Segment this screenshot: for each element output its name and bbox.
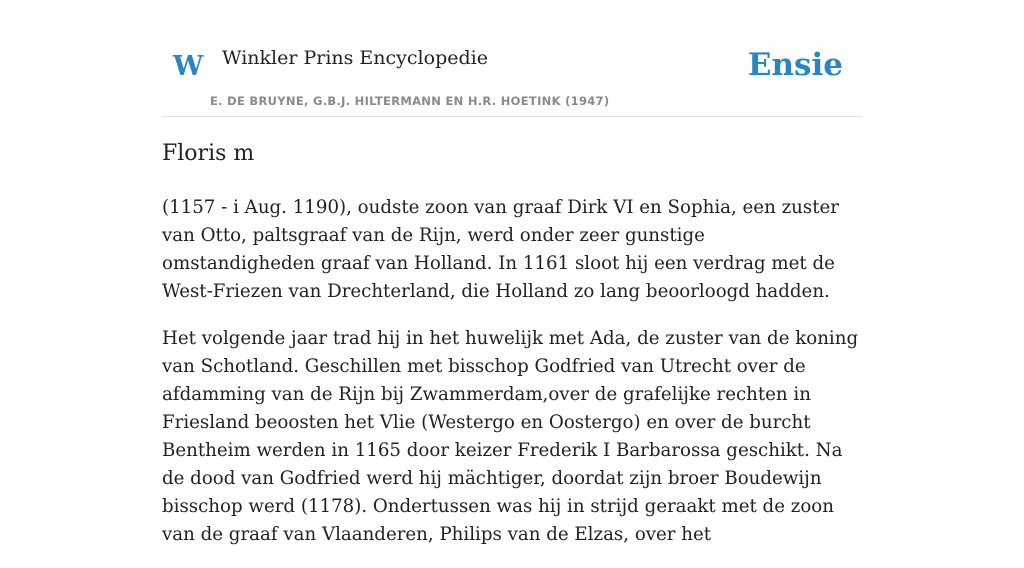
ensie-logo-link[interactable]: Ensie [747, 47, 843, 83]
winkler-prins-logo-icon[interactable]: W [173, 51, 204, 82]
site-title[interactable]: Winkler Prins Encyclopedie [222, 47, 488, 69]
site-header [162, 0, 862, 117]
authors-line: E. DE BRUYNE, G.B.J. HILTERMANN EN H.R. HOETINK (1947) [210, 94, 610, 108]
article-title: Floris m [162, 141, 255, 166]
article-body [162, 138, 862, 568]
article-paragraph-2: Het volgende jaar trad hij in het huwelijk met Ada, de zuster van de koning van Schotland. Geschillen met bisschop Godfried van Utrecht over de afdamming van de Rijn bij Zwammerdam,over de grafelijke rechten in Friesland beoosten het Vlie (Westergo en Oostergo) en over de burcht Bentheim werden in 1165 door keizer Frederik I Barbarossa geschikt. Na de dood van Godfried werd hij mächtiger, doordat zijn broer Boudewijn bisschop werd (1178). Ondertussen was hij in strijd geraakt met de zoon van de graaf van Vlaanderen, Philips van de Elzas, over het [162, 328, 859, 545]
article-paragraph-1: (1157 - i Aug. 1190), oudste zoon van graaf Dirk VI en Sophia, een zuster van Otto, paltsgraaf van de Rijn, werd onder zeer gunstige omstandigheden graaf van Holland. In 1161 sloot hij een verdrag met de West-Friezen van Drechterland, die Holland zo lang beoorloogd hadden. [162, 197, 839, 302]
